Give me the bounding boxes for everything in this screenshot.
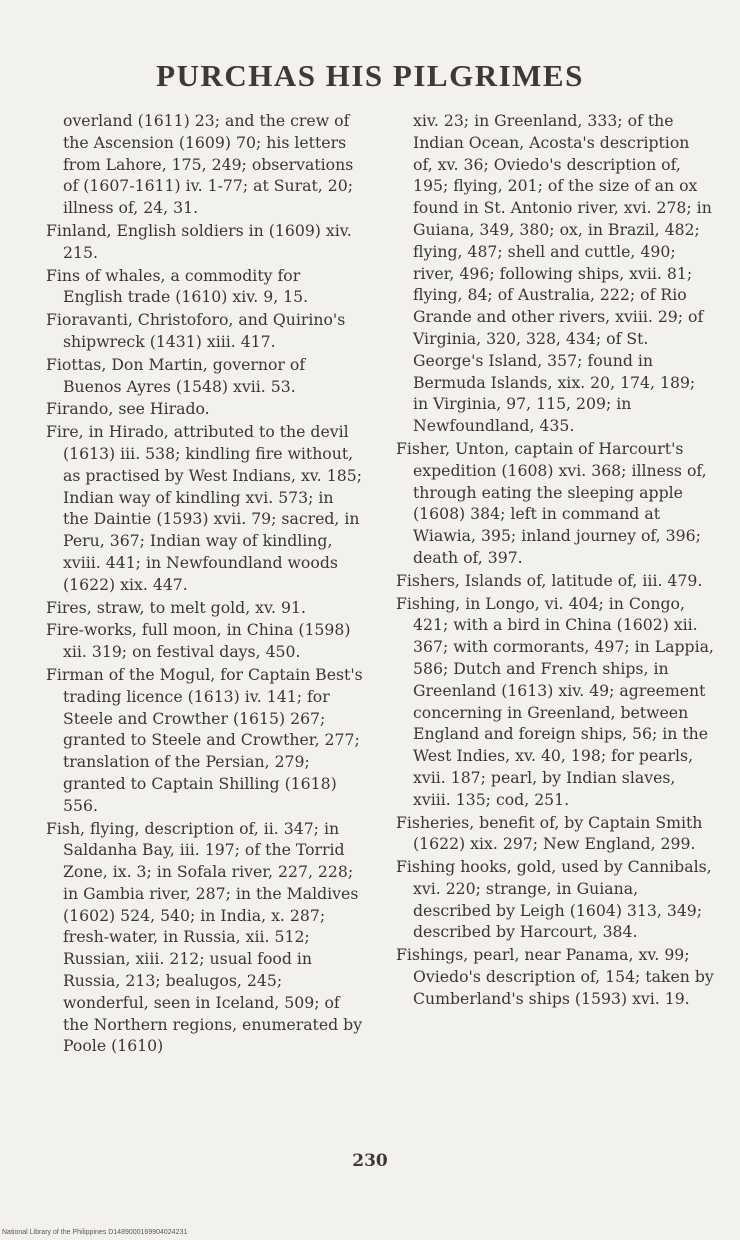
index-entry: overland (1611) 23; and the crew of the Ascension (1609) 70; his letters from Lahore, 175, 249; observations of (1607-1611) iv. 1-77; at Surat, 20; illness of, 24, 31. [63, 111, 354, 218]
index-entry: Fiottas, Don Martin, governor of Buenos Ayres (1548) xvii. 53. [46, 354, 306, 396]
index-entry: Fioravanti, Christoforo, and Quirino's shipwreck (1431) xiii. 417. [46, 310, 346, 351]
index-entry: Fire-works, full moon, in China (1598) xii. 319; on festival days, 450. [46, 620, 351, 662]
index-entry: Fins of whales, a commodity for English trade (1610) xiv. 9, 15. [46, 265, 309, 307]
index-entry: Fishing hooks, gold, used by Cannibals, xvi. 220; strange, in Guiana, described by Leigh (1604) 313, 349; described by Harcourt, 384. [396, 857, 712, 942]
page-title: PURCHAS HIS PILGRIMES [156, 58, 584, 93]
index-column-left [46, 110, 364, 1058]
index-entry: Fires, straw, to melt gold, xv. 91. [46, 597, 306, 617]
page-number: 230 [352, 1151, 388, 1171]
index-entry: Fishing, in Longo, vi. 404; in Congo, 421; with a bird in China (1602) xii. 367; with cormorants, 497; in Lappia, 586; Dutch and French ships, in Greenland (1613) xiv. 49; agreement concerning in Greenland, between England and foreign ships, 56; in the West Indies, xv. 40, 198; for pearls, xvii. 187; pearl, by Indian slaves, xviii. 135; cod, 251. [396, 593, 714, 809]
index-entry: Firando, see Hirado. [46, 399, 210, 419]
index-column-right [396, 110, 714, 1011]
scan-footer: National Library of the Philippines D1489000169904024231 [2, 1229, 188, 1236]
index-entry: Fisheries, benefit of, by Captain Smith (1622) xix. 297; New England, 299. [396, 812, 703, 854]
index-entry: Finland, English soldiers in (1609) xiv. 215. [46, 220, 352, 262]
index-entry: Fisher, Unton, captain of Harcourt's expedition (1608) xvi. 368; illness of, through eating the sleeping apple (1608) 384; left in command at Wiawia, 395; inland journey of, 396; death of, 397. [396, 438, 707, 567]
index-entry: Fishers, Islands of, latitude of, iii. 479. [396, 570, 703, 590]
index-entry: Fish, flying, description of, ii. 347; in Saldanha Bay, iii. 197; of the Torrid Zone, ix. 3; in Sofala river, 227, 228; in Gambia river, 287; in the Maldives (1602) 524, 540; in India, x. 287; fresh-water, in Russia, xii. 512; Russian, xiii. 212; usual food in Russia, 213; bealugos, 245; wonderful, seen in Iceland, 509; of the Northern regions, enumerated by Poole (1610) [46, 818, 363, 1056]
index-entry: Fire, in Hirado, attributed to the devil (1613) iii. 538; kindling fire without, as practised by West Indians, xv. 185; Indian way of kindling xvi. 573; in the Daintie (1593) xvii. 79; sacred, in Peru, 367; Indian way of kindling, xviii. 441; in Newfoundland woods (1622) xix. 447. [46, 422, 363, 594]
index-entry: xiv. 23; in Greenland, 333; of the Indian Ocean, Acosta's description of, xv. 36; Oviedo's description of, 195; flying, 201; of the size of an ox found in St. Antonio river, xvi. 278; in Guiana, 349, 380; ox, in Brazil, 482; flying, 487; shell and cuttle, 490; river, 496; following ships, xvii. 81; flying, 84; of Australia, 222; of Rio Grande and other rivers, xviii. 29; of Virginia, 320, 328, 434; of St. George's Island, 357; found in Bermuda Islands, xix. 20, 174, 189; in Virginia, 97, 115, 209; in Newfoundland, 435. [413, 111, 712, 436]
index-entry: Fishings, pearl, near Panama, xv. 99; Oviedo's description of, 154; taken by Cumberland's ships (1593) xvi. 19. [396, 945, 714, 1008]
index-entry: Firman of the Mogul, for Captain Best's trading licence (1613) iv. 141; for Steele and Crowther (1615) 267; granted to Steele and Crowther, 277; translation of the Persian, 279; granted to Captain Shilling (1618) 556. [46, 664, 363, 815]
